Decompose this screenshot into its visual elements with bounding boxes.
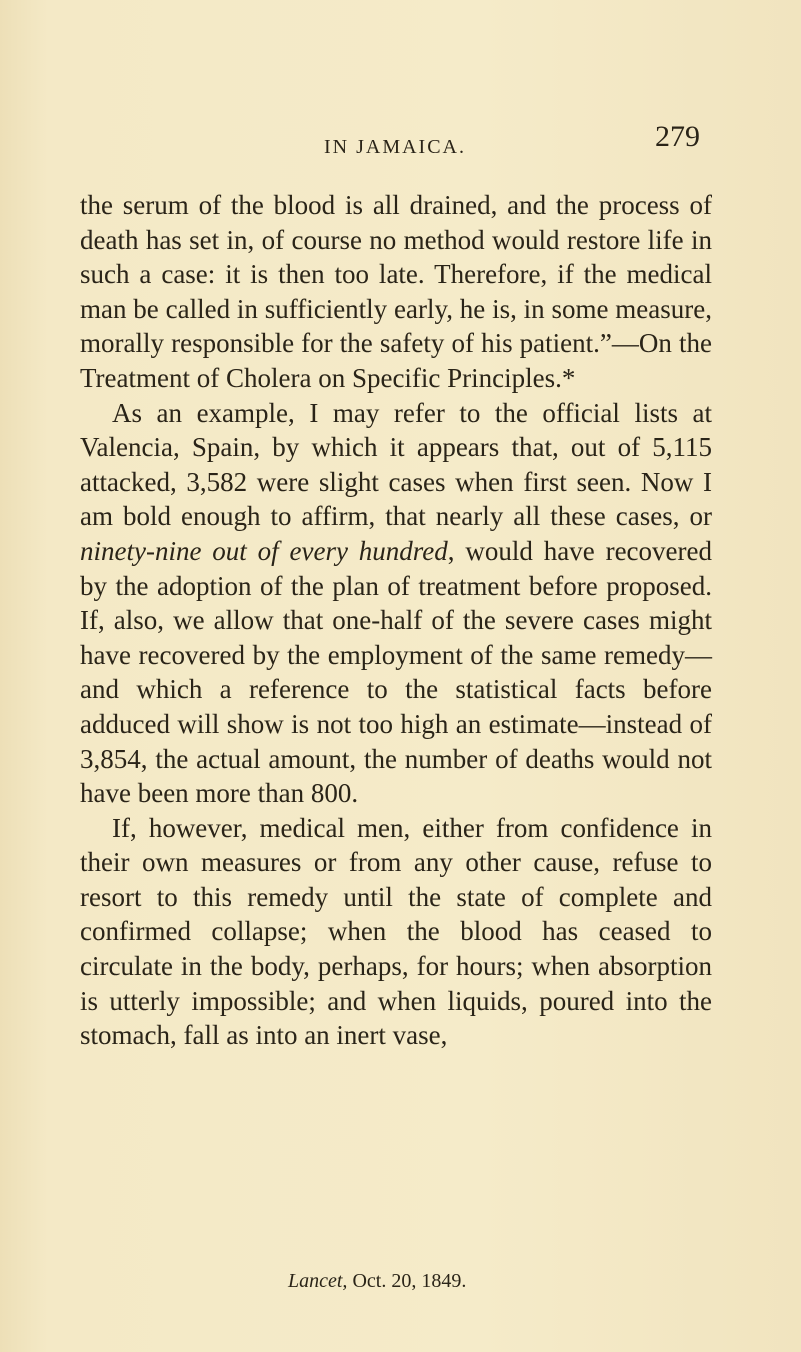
paragraph-2-text-b: , would have recovered by the adoption of the plan of treatment before proposed. If, also, we allow that one-half of the severe cases might have recovered by the employment of the same remedy—and which a reference to the statistical facts before adduced will show is not too high an estimate—instead of 3,854, the actual amount, the number of deaths would not have been more than 800. bbox=[80, 535, 712, 809]
paragraph-1 bbox=[80, 188, 712, 396]
paragraph-2-italic: ninety-nine out of every hundred bbox=[80, 535, 448, 566]
running-head: IN JAMAICA. bbox=[324, 136, 466, 158]
footnote-date: Oct. 20, 1849. bbox=[352, 1270, 467, 1292]
paragraph-2-text-a: As an example, I may refer to the official lists at Valencia, Spain, by which it appears that, out of 5,115 attacked, 3,582 were slight cases when first seen. Now I am bold enough to affirm, that nearly all these cases, or bbox=[80, 397, 712, 532]
body-text bbox=[80, 188, 712, 1053]
paragraph-3-text: If, however, medical men, either from confidence in their own measures or from any other cause, refuse to resort to this remedy until the state of complete and confirmed collapse; when the blood has ceased to circulate in the body, perhaps, for hours; when absorption is utterly impossible; and when liquids, poured into the stomach, fall as into an inert vase, bbox=[80, 812, 712, 1051]
page-number: 279 bbox=[655, 120, 700, 153]
footnote bbox=[288, 1270, 466, 1293]
paragraph-3 bbox=[80, 811, 712, 1053]
footnote-source: Lancet, bbox=[288, 1270, 348, 1292]
paragraph-1-text: the serum of the blood is all drained, and the process of death has set in, of course no method would restore life in such a case: it is then too late. Therefore, if the medical man be called in sufficiently early, he is, in some measure, morally responsible for the safety of his patient.”—On the Treatment of Cholera on Specific Principles.* bbox=[80, 190, 712, 393]
paragraph-2 bbox=[80, 396, 712, 811]
